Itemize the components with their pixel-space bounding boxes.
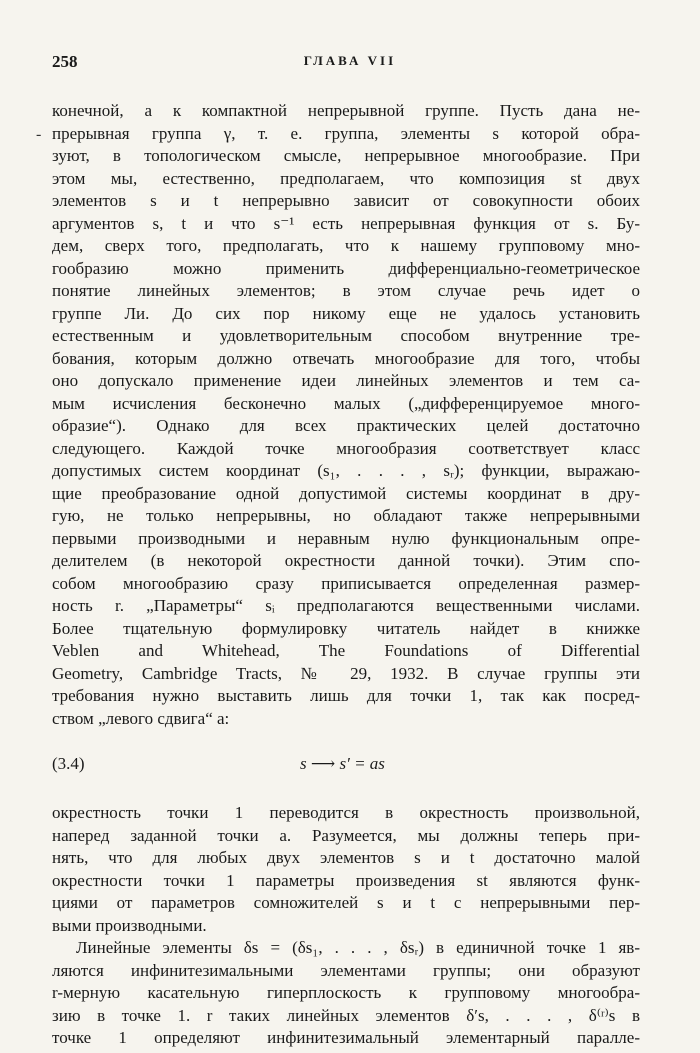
margin-mark: -: [36, 126, 42, 143]
text-line: следующего. Каждой точке многообразия соответствует класс: [52, 438, 640, 458]
text-line: зию в точке 1. r таких линейных элементов δ′s, . . . , δ⁽ʳ⁾s в: [52, 1005, 640, 1025]
text-line: допустимых систем координат (s₁, . . . , sᵣ); функции, выражаю-: [52, 461, 640, 480]
text-line: наперед заданной точки a. Разумеется, мы должны теперь при-: [52, 825, 640, 845]
text-line: требования нужно выставить лишь для точки 1, так как посред-: [52, 686, 640, 705]
text-line: окрестности точки 1 параметры произведения st являются функ-: [52, 870, 640, 890]
page-number: 258: [52, 52, 78, 71]
text-line: Линейные элементы δs = (δs₁, . . . , δsᵣ) в единичной точке 1 яв-: [76, 938, 640, 957]
equation-body: s ⟶ s′ = as: [300, 754, 385, 773]
text-line: делителем (в некоторой окрестности данной точки). Этим спо-: [52, 551, 640, 570]
text-line: гообразию можно применить дифференциально-геометрическое: [52, 258, 640, 278]
text-line: естественным и удовлетворительным способом внутренние тре-: [52, 326, 640, 345]
text-line: окрестность точки 1 переводится в окрестность произвольной,: [52, 803, 640, 822]
text-line: прерывная группа γ, т. е. группа, элементы s которой обра-: [52, 123, 640, 143]
equation: [52, 744, 640, 788]
text-line: элементов s и t непрерывно зависит от совокупности обоих: [52, 191, 640, 210]
paragraph-2: [52, 802, 640, 937]
page-body: [52, 100, 640, 1050]
text-line: Более тщательную формулировку читатель найдет в книжке: [52, 618, 640, 638]
text-line: бования, которым должно отвечать многообразие для того, чтобы: [52, 348, 640, 368]
text-line: группе Ли. До сих пор никому еще не удалось установить: [52, 303, 640, 323]
text-line: ность r. „Параметры“ sᵢ предполагаются вещественными числами.: [52, 596, 640, 615]
running-head: [52, 52, 648, 76]
text-line: r-мерную касательную гиперплоскость к групповому многообра-: [52, 983, 640, 1002]
equation-number: (3.4): [52, 754, 85, 773]
text-line: точке 1 определяют инфинитезимальный элементарный паралле-: [52, 1028, 640, 1047]
text-line: щие преобразование одной допустимой системы координат в дру-: [52, 483, 640, 503]
text-line: первыми производными и неравным нулю функциональным опре-: [52, 528, 640, 548]
text-line: аргументов s, t и что s⁻¹ есть непрерывная функция от s. Бу-: [52, 213, 640, 233]
text-line: конечной, а к компактной непрерывной группе. Пусть дана не-: [52, 101, 640, 120]
text-line: образие“). Однако для всех практических целей достаточно: [52, 416, 640, 435]
text-line: зуют, в топологическом смысле, непрерывное многообразие. При: [52, 146, 640, 165]
text-line: ством „левого сдвига“ a:: [52, 708, 230, 728]
text-line: нять, что для любых двух элементов s и t достаточно малой: [52, 848, 640, 867]
text-line: собом многообразию сразу приписывается определенная размер-: [52, 573, 640, 593]
chapter-title: ГЛАВА VII: [303, 53, 397, 68]
paragraph-1: [52, 100, 640, 730]
text-line: этом мы, естественно, предполагаем, что композиция st двух: [52, 168, 640, 188]
text-line: выми производными.: [52, 915, 207, 935]
text-line: дем, сверх того, предполагать, что к нашему групповому мно-: [52, 236, 640, 255]
text-line: Geometry, Cambridge Tracts, № 29, 1932. В случае группы эти: [52, 663, 640, 683]
text-line: оно допускало применение идеи линейных элементов и тем са-: [52, 371, 640, 390]
paragraph-3: [52, 937, 640, 1050]
text-line: циями от параметров сомножителей s и t с непрерывными пер-: [52, 893, 640, 912]
text-line: ляются инфинитезимальными элементами группы; они образуют: [52, 960, 640, 980]
text-line: Veblen and Whitehead, The Foundations of Differential: [52, 641, 640, 660]
text-line: понятие линейных элементов; в этом случае речь идет о: [52, 281, 640, 300]
text-line: мым исчисления бесконечно малых („дифференцируемое много-: [52, 393, 640, 413]
text-line: гую, не только непрерывны, но обладают также непрерывными: [52, 506, 640, 525]
